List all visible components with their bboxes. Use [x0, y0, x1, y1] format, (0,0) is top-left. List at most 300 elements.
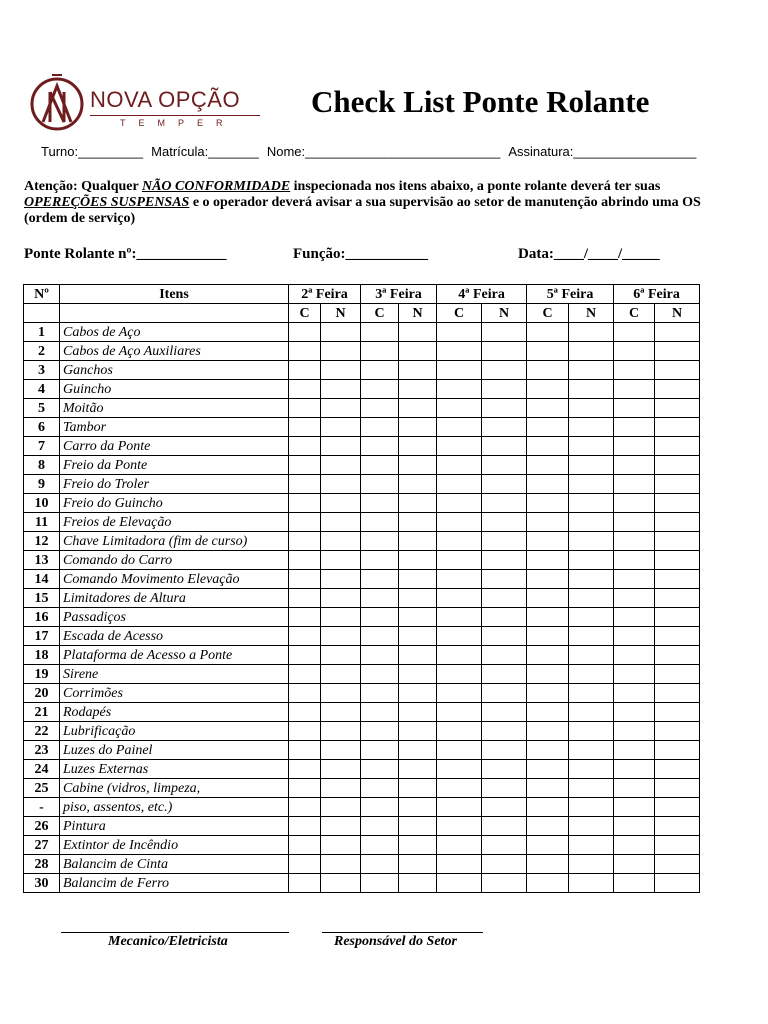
check-cell-conforme[interactable]	[614, 456, 655, 475]
check-cell-nao-conforme[interactable]	[655, 551, 700, 570]
check-cell-conforme[interactable]	[289, 380, 321, 399]
check-cell-nao-conforme[interactable]	[655, 342, 700, 361]
check-cell-nao-conforme[interactable]	[321, 513, 361, 532]
check-cell-nao-conforme[interactable]	[482, 779, 527, 798]
check-cell-nao-conforme[interactable]	[321, 418, 361, 437]
check-cell-conforme[interactable]	[289, 627, 321, 646]
check-cell-nao-conforme[interactable]	[321, 532, 361, 551]
check-cell-nao-conforme[interactable]	[655, 817, 700, 836]
check-cell-nao-conforme[interactable]	[569, 570, 614, 589]
check-cell-conforme[interactable]	[614, 437, 655, 456]
nome-field[interactable]: Nome:___________________________	[266, 144, 501, 159]
check-cell-nao-conforme[interactable]	[482, 684, 527, 703]
ponte-number-field[interactable]: Ponte Rolante nº:____________	[24, 246, 227, 262]
check-cell-nao-conforme[interactable]	[655, 665, 700, 684]
check-cell-nao-conforme[interactable]	[321, 627, 361, 646]
check-cell-nao-conforme[interactable]	[569, 475, 614, 494]
check-cell-conforme[interactable]	[527, 646, 569, 665]
check-cell-conforme[interactable]	[527, 874, 569, 893]
check-cell-nao-conforme[interactable]	[569, 456, 614, 475]
check-cell-conforme[interactable]	[614, 418, 655, 437]
check-cell-nao-conforme[interactable]	[482, 475, 527, 494]
check-cell-nao-conforme[interactable]	[655, 570, 700, 589]
check-cell-nao-conforme[interactable]	[399, 456, 437, 475]
check-cell-conforme[interactable]	[614, 627, 655, 646]
check-cell-nao-conforme[interactable]	[482, 874, 527, 893]
check-cell-conforme[interactable]	[361, 399, 399, 418]
check-cell-conforme[interactable]	[437, 399, 482, 418]
check-cell-nao-conforme[interactable]	[399, 855, 437, 874]
check-cell-conforme[interactable]	[361, 342, 399, 361]
check-cell-conforme[interactable]	[437, 665, 482, 684]
check-cell-conforme[interactable]	[614, 741, 655, 760]
check-cell-conforme[interactable]	[437, 836, 482, 855]
check-cell-nao-conforme[interactable]	[655, 399, 700, 418]
check-cell-nao-conforme[interactable]	[399, 475, 437, 494]
check-cell-conforme[interactable]	[437, 684, 482, 703]
check-cell-conforme[interactable]	[437, 703, 482, 722]
check-cell-nao-conforme[interactable]	[321, 836, 361, 855]
check-cell-conforme[interactable]	[361, 627, 399, 646]
check-cell-nao-conforme[interactable]	[321, 456, 361, 475]
check-cell-conforme[interactable]	[614, 589, 655, 608]
check-cell-nao-conforme[interactable]	[399, 361, 437, 380]
check-cell-nao-conforme[interactable]	[321, 570, 361, 589]
check-cell-conforme[interactable]	[437, 779, 482, 798]
check-cell-conforme[interactable]	[614, 608, 655, 627]
check-cell-conforme[interactable]	[614, 874, 655, 893]
check-cell-nao-conforme[interactable]	[482, 342, 527, 361]
check-cell-conforme[interactable]	[437, 342, 482, 361]
check-cell-conforme[interactable]	[437, 741, 482, 760]
check-cell-conforme[interactable]	[361, 703, 399, 722]
check-cell-conforme[interactable]	[289, 570, 321, 589]
check-cell-nao-conforme[interactable]	[399, 342, 437, 361]
check-cell-nao-conforme[interactable]	[482, 855, 527, 874]
check-cell-nao-conforme[interactable]	[482, 437, 527, 456]
check-cell-nao-conforme[interactable]	[399, 323, 437, 342]
check-cell-nao-conforme[interactable]	[569, 532, 614, 551]
check-cell-nao-conforme[interactable]	[655, 627, 700, 646]
check-cell-conforme[interactable]	[289, 437, 321, 456]
check-cell-conforme[interactable]	[614, 836, 655, 855]
check-cell-nao-conforme[interactable]	[569, 855, 614, 874]
check-cell-conforme[interactable]	[437, 798, 482, 817]
check-cell-nao-conforme[interactable]	[569, 817, 614, 836]
check-cell-nao-conforme[interactable]	[482, 570, 527, 589]
check-cell-nao-conforme[interactable]	[482, 513, 527, 532]
check-cell-conforme[interactable]	[614, 494, 655, 513]
check-cell-nao-conforme[interactable]	[321, 817, 361, 836]
check-cell-nao-conforme[interactable]	[482, 798, 527, 817]
check-cell-conforme[interactable]	[614, 323, 655, 342]
check-cell-nao-conforme[interactable]	[569, 798, 614, 817]
check-cell-conforme[interactable]	[437, 570, 482, 589]
check-cell-nao-conforme[interactable]	[569, 684, 614, 703]
check-cell-nao-conforme[interactable]	[321, 589, 361, 608]
funcao-field[interactable]: Função:___________	[293, 246, 428, 262]
check-cell-conforme[interactable]	[527, 323, 569, 342]
check-cell-conforme[interactable]	[614, 855, 655, 874]
check-cell-conforme[interactable]	[289, 532, 321, 551]
check-cell-conforme[interactable]	[614, 361, 655, 380]
check-cell-nao-conforme[interactable]	[399, 437, 437, 456]
check-cell-conforme[interactable]	[361, 874, 399, 893]
check-cell-nao-conforme[interactable]	[482, 551, 527, 570]
check-cell-nao-conforme[interactable]	[655, 646, 700, 665]
check-cell-nao-conforme[interactable]	[321, 361, 361, 380]
check-cell-nao-conforme[interactable]	[482, 741, 527, 760]
check-cell-conforme[interactable]	[527, 456, 569, 475]
check-cell-conforme[interactable]	[289, 836, 321, 855]
check-cell-nao-conforme[interactable]	[399, 817, 437, 836]
check-cell-nao-conforme[interactable]	[655, 741, 700, 760]
check-cell-nao-conforme[interactable]	[321, 608, 361, 627]
check-cell-nao-conforme[interactable]	[569, 494, 614, 513]
check-cell-nao-conforme[interactable]	[399, 570, 437, 589]
check-cell-nao-conforme[interactable]	[655, 779, 700, 798]
check-cell-conforme[interactable]	[527, 570, 569, 589]
check-cell-conforme[interactable]	[361, 608, 399, 627]
check-cell-nao-conforme[interactable]	[482, 418, 527, 437]
check-cell-nao-conforme[interactable]	[482, 836, 527, 855]
check-cell-nao-conforme[interactable]	[569, 874, 614, 893]
check-cell-nao-conforme[interactable]	[321, 646, 361, 665]
check-cell-conforme[interactable]	[361, 684, 399, 703]
check-cell-conforme[interactable]	[361, 665, 399, 684]
check-cell-nao-conforme[interactable]	[482, 361, 527, 380]
check-cell-nao-conforme[interactable]	[569, 551, 614, 570]
check-cell-conforme[interactable]	[361, 551, 399, 570]
check-cell-nao-conforme[interactable]	[399, 608, 437, 627]
check-cell-conforme[interactable]	[289, 323, 321, 342]
turno-field[interactable]: Turno:_________	[41, 144, 144, 159]
check-cell-conforme[interactable]	[527, 361, 569, 380]
check-cell-conforme[interactable]	[361, 532, 399, 551]
check-cell-conforme[interactable]	[614, 551, 655, 570]
check-cell-conforme[interactable]	[289, 551, 321, 570]
check-cell-conforme[interactable]	[289, 665, 321, 684]
check-cell-conforme[interactable]	[437, 361, 482, 380]
check-cell-nao-conforme[interactable]	[321, 703, 361, 722]
check-cell-nao-conforme[interactable]	[655, 418, 700, 437]
check-cell-conforme[interactable]	[289, 646, 321, 665]
check-cell-nao-conforme[interactable]	[569, 323, 614, 342]
check-cell-conforme[interactable]	[361, 418, 399, 437]
check-cell-nao-conforme[interactable]	[321, 323, 361, 342]
check-cell-nao-conforme[interactable]	[655, 589, 700, 608]
check-cell-nao-conforme[interactable]	[569, 399, 614, 418]
check-cell-nao-conforme[interactable]	[399, 665, 437, 684]
check-cell-nao-conforme[interactable]	[399, 532, 437, 551]
check-cell-conforme[interactable]	[437, 646, 482, 665]
check-cell-conforme[interactable]	[614, 342, 655, 361]
check-cell-nao-conforme[interactable]	[399, 684, 437, 703]
check-cell-nao-conforme[interactable]	[321, 665, 361, 684]
check-cell-conforme[interactable]	[437, 513, 482, 532]
check-cell-conforme[interactable]	[361, 475, 399, 494]
check-cell-nao-conforme[interactable]	[569, 589, 614, 608]
check-cell-nao-conforme[interactable]	[321, 722, 361, 741]
check-cell-conforme[interactable]	[527, 589, 569, 608]
check-cell-conforme[interactable]	[361, 494, 399, 513]
check-cell-conforme[interactable]	[289, 494, 321, 513]
check-cell-conforme[interactable]	[527, 855, 569, 874]
check-cell-nao-conforme[interactable]	[655, 513, 700, 532]
check-cell-nao-conforme[interactable]	[321, 380, 361, 399]
check-cell-nao-conforme[interactable]	[399, 589, 437, 608]
check-cell-conforme[interactable]	[289, 798, 321, 817]
check-cell-conforme[interactable]	[289, 684, 321, 703]
check-cell-nao-conforme[interactable]	[399, 874, 437, 893]
matricula-field[interactable]: Matrícula:_______	[151, 144, 259, 159]
check-cell-nao-conforme[interactable]	[399, 779, 437, 798]
check-cell-nao-conforme[interactable]	[321, 342, 361, 361]
check-cell-nao-conforme[interactable]	[569, 779, 614, 798]
check-cell-conforme[interactable]	[289, 361, 321, 380]
check-cell-conforme[interactable]	[361, 437, 399, 456]
check-cell-conforme[interactable]	[437, 494, 482, 513]
check-cell-nao-conforme[interactable]	[399, 760, 437, 779]
check-cell-conforme[interactable]	[527, 494, 569, 513]
check-cell-nao-conforme[interactable]	[482, 399, 527, 418]
check-cell-nao-conforme[interactable]	[569, 722, 614, 741]
check-cell-nao-conforme[interactable]	[655, 437, 700, 456]
check-cell-conforme[interactable]	[614, 532, 655, 551]
check-cell-conforme[interactable]	[361, 570, 399, 589]
check-cell-nao-conforme[interactable]	[321, 741, 361, 760]
check-cell-conforme[interactable]	[289, 475, 321, 494]
check-cell-conforme[interactable]	[289, 418, 321, 437]
check-cell-conforme[interactable]	[527, 684, 569, 703]
check-cell-conforme[interactable]	[437, 532, 482, 551]
check-cell-nao-conforme[interactable]	[399, 722, 437, 741]
check-cell-nao-conforme[interactable]	[655, 703, 700, 722]
check-cell-nao-conforme[interactable]	[655, 456, 700, 475]
check-cell-conforme[interactable]	[437, 817, 482, 836]
check-cell-nao-conforme[interactable]	[399, 380, 437, 399]
check-cell-conforme[interactable]	[527, 741, 569, 760]
check-cell-conforme[interactable]	[437, 608, 482, 627]
check-cell-nao-conforme[interactable]	[321, 760, 361, 779]
check-cell-conforme[interactable]	[614, 817, 655, 836]
check-cell-conforme[interactable]	[437, 418, 482, 437]
check-cell-conforme[interactable]	[614, 684, 655, 703]
check-cell-conforme[interactable]	[437, 760, 482, 779]
check-cell-conforme[interactable]	[527, 817, 569, 836]
check-cell-conforme[interactable]	[437, 437, 482, 456]
check-cell-nao-conforme[interactable]	[482, 323, 527, 342]
check-cell-nao-conforme[interactable]	[399, 836, 437, 855]
check-cell-conforme[interactable]	[289, 779, 321, 798]
check-cell-conforme[interactable]	[527, 760, 569, 779]
check-cell-nao-conforme[interactable]	[482, 494, 527, 513]
check-cell-conforme[interactable]	[527, 399, 569, 418]
check-cell-nao-conforme[interactable]	[399, 798, 437, 817]
check-cell-conforme[interactable]	[527, 532, 569, 551]
check-cell-conforme[interactable]	[527, 437, 569, 456]
check-cell-nao-conforme[interactable]	[482, 646, 527, 665]
check-cell-conforme[interactable]	[614, 722, 655, 741]
check-cell-conforme[interactable]	[614, 380, 655, 399]
check-cell-conforme[interactable]	[289, 608, 321, 627]
check-cell-nao-conforme[interactable]	[321, 475, 361, 494]
check-cell-nao-conforme[interactable]	[655, 874, 700, 893]
check-cell-nao-conforme[interactable]	[569, 627, 614, 646]
check-cell-conforme[interactable]	[361, 817, 399, 836]
check-cell-conforme[interactable]	[289, 855, 321, 874]
check-cell-nao-conforme[interactable]	[655, 361, 700, 380]
check-cell-conforme[interactable]	[527, 779, 569, 798]
check-cell-nao-conforme[interactable]	[321, 779, 361, 798]
check-cell-nao-conforme[interactable]	[399, 513, 437, 532]
check-cell-conforme[interactable]	[437, 589, 482, 608]
check-cell-conforme[interactable]	[437, 874, 482, 893]
check-cell-nao-conforme[interactable]	[399, 551, 437, 570]
check-cell-nao-conforme[interactable]	[569, 665, 614, 684]
check-cell-nao-conforme[interactable]	[569, 342, 614, 361]
check-cell-nao-conforme[interactable]	[482, 703, 527, 722]
check-cell-nao-conforme[interactable]	[482, 532, 527, 551]
check-cell-conforme[interactable]	[361, 361, 399, 380]
check-cell-nao-conforme[interactable]	[482, 589, 527, 608]
check-cell-nao-conforme[interactable]	[482, 760, 527, 779]
check-cell-conforme[interactable]	[527, 722, 569, 741]
check-cell-conforme[interactable]	[527, 836, 569, 855]
check-cell-conforme[interactable]	[437, 627, 482, 646]
check-cell-conforme[interactable]	[527, 551, 569, 570]
check-cell-nao-conforme[interactable]	[399, 494, 437, 513]
assinatura-field[interactable]: Assinatura:_________________	[508, 144, 697, 159]
check-cell-conforme[interactable]	[614, 798, 655, 817]
check-cell-conforme[interactable]	[614, 703, 655, 722]
check-cell-nao-conforme[interactable]	[655, 855, 700, 874]
check-cell-nao-conforme[interactable]	[321, 399, 361, 418]
check-cell-conforme[interactable]	[361, 456, 399, 475]
check-cell-conforme[interactable]	[437, 456, 482, 475]
check-cell-conforme[interactable]	[289, 760, 321, 779]
check-cell-nao-conforme[interactable]	[655, 684, 700, 703]
check-cell-conforme[interactable]	[437, 475, 482, 494]
check-cell-nao-conforme[interactable]	[482, 665, 527, 684]
check-cell-nao-conforme[interactable]	[569, 836, 614, 855]
check-cell-conforme[interactable]	[614, 475, 655, 494]
check-cell-nao-conforme[interactable]	[569, 418, 614, 437]
check-cell-conforme[interactable]	[361, 779, 399, 798]
check-cell-nao-conforme[interactable]	[655, 608, 700, 627]
check-cell-nao-conforme[interactable]	[655, 798, 700, 817]
check-cell-conforme[interactable]	[527, 513, 569, 532]
check-cell-conforme[interactable]	[527, 342, 569, 361]
check-cell-nao-conforme[interactable]	[321, 798, 361, 817]
check-cell-conforme[interactable]	[614, 570, 655, 589]
check-cell-conforme[interactable]	[361, 855, 399, 874]
check-cell-conforme[interactable]	[361, 760, 399, 779]
check-cell-nao-conforme[interactable]	[569, 361, 614, 380]
check-cell-nao-conforme[interactable]	[399, 646, 437, 665]
check-cell-nao-conforme[interactable]	[321, 855, 361, 874]
check-cell-nao-conforme[interactable]	[399, 418, 437, 437]
check-cell-nao-conforme[interactable]	[482, 722, 527, 741]
check-cell-conforme[interactable]	[361, 836, 399, 855]
check-cell-conforme[interactable]	[527, 665, 569, 684]
check-cell-nao-conforme[interactable]	[655, 323, 700, 342]
check-cell-nao-conforme[interactable]	[321, 874, 361, 893]
check-cell-conforme[interactable]	[527, 380, 569, 399]
check-cell-conforme[interactable]	[361, 589, 399, 608]
check-cell-nao-conforme[interactable]	[321, 437, 361, 456]
check-cell-conforme[interactable]	[437, 722, 482, 741]
check-cell-nao-conforme[interactable]	[655, 532, 700, 551]
check-cell-conforme[interactable]	[361, 380, 399, 399]
check-cell-nao-conforme[interactable]	[569, 760, 614, 779]
check-cell-nao-conforme[interactable]	[569, 741, 614, 760]
check-cell-conforme[interactable]	[289, 399, 321, 418]
check-cell-nao-conforme[interactable]	[482, 627, 527, 646]
check-cell-conforme[interactable]	[289, 874, 321, 893]
check-cell-nao-conforme[interactable]	[569, 608, 614, 627]
check-cell-conforme[interactable]	[361, 513, 399, 532]
check-cell-conforme[interactable]	[289, 741, 321, 760]
check-cell-nao-conforme[interactable]	[399, 627, 437, 646]
check-cell-conforme[interactable]	[614, 399, 655, 418]
check-cell-nao-conforme[interactable]	[569, 703, 614, 722]
check-cell-conforme[interactable]	[527, 703, 569, 722]
check-cell-conforme[interactable]	[527, 798, 569, 817]
check-cell-conforme[interactable]	[361, 323, 399, 342]
check-cell-conforme[interactable]	[527, 627, 569, 646]
check-cell-conforme[interactable]	[437, 380, 482, 399]
check-cell-nao-conforme[interactable]	[482, 608, 527, 627]
check-cell-conforme[interactable]	[289, 703, 321, 722]
check-cell-conforme[interactable]	[614, 779, 655, 798]
check-cell-conforme[interactable]	[361, 646, 399, 665]
date-field[interactable]: Data:____/____/_____	[518, 246, 660, 262]
check-cell-conforme[interactable]	[527, 475, 569, 494]
check-cell-conforme[interactable]	[614, 760, 655, 779]
check-cell-nao-conforme[interactable]	[655, 836, 700, 855]
check-cell-nao-conforme[interactable]	[399, 399, 437, 418]
check-cell-conforme[interactable]	[614, 665, 655, 684]
check-cell-nao-conforme[interactable]	[482, 456, 527, 475]
check-cell-conforme[interactable]	[527, 418, 569, 437]
check-cell-nao-conforme[interactable]	[655, 722, 700, 741]
check-cell-conforme[interactable]	[437, 323, 482, 342]
check-cell-nao-conforme[interactable]	[399, 741, 437, 760]
check-cell-nao-conforme[interactable]	[569, 380, 614, 399]
check-cell-nao-conforme[interactable]	[482, 380, 527, 399]
check-cell-conforme[interactable]	[437, 855, 482, 874]
check-cell-conforme[interactable]	[289, 817, 321, 836]
check-cell-conforme[interactable]	[289, 342, 321, 361]
check-cell-nao-conforme[interactable]	[321, 684, 361, 703]
check-cell-conforme[interactable]	[361, 798, 399, 817]
check-cell-nao-conforme[interactable]	[655, 760, 700, 779]
check-cell-nao-conforme[interactable]	[399, 703, 437, 722]
check-cell-conforme[interactable]	[614, 646, 655, 665]
check-cell-nao-conforme[interactable]	[482, 817, 527, 836]
check-cell-conforme[interactable]	[289, 513, 321, 532]
check-cell-conforme[interactable]	[361, 722, 399, 741]
check-cell-conforme[interactable]	[614, 513, 655, 532]
check-cell-nao-conforme[interactable]	[321, 494, 361, 513]
check-cell-nao-conforme[interactable]	[655, 380, 700, 399]
check-cell-conforme[interactable]	[361, 741, 399, 760]
check-cell-conforme[interactable]	[437, 551, 482, 570]
check-cell-nao-conforme[interactable]	[655, 475, 700, 494]
check-cell-nao-conforme[interactable]	[569, 437, 614, 456]
check-cell-nao-conforme[interactable]	[321, 551, 361, 570]
